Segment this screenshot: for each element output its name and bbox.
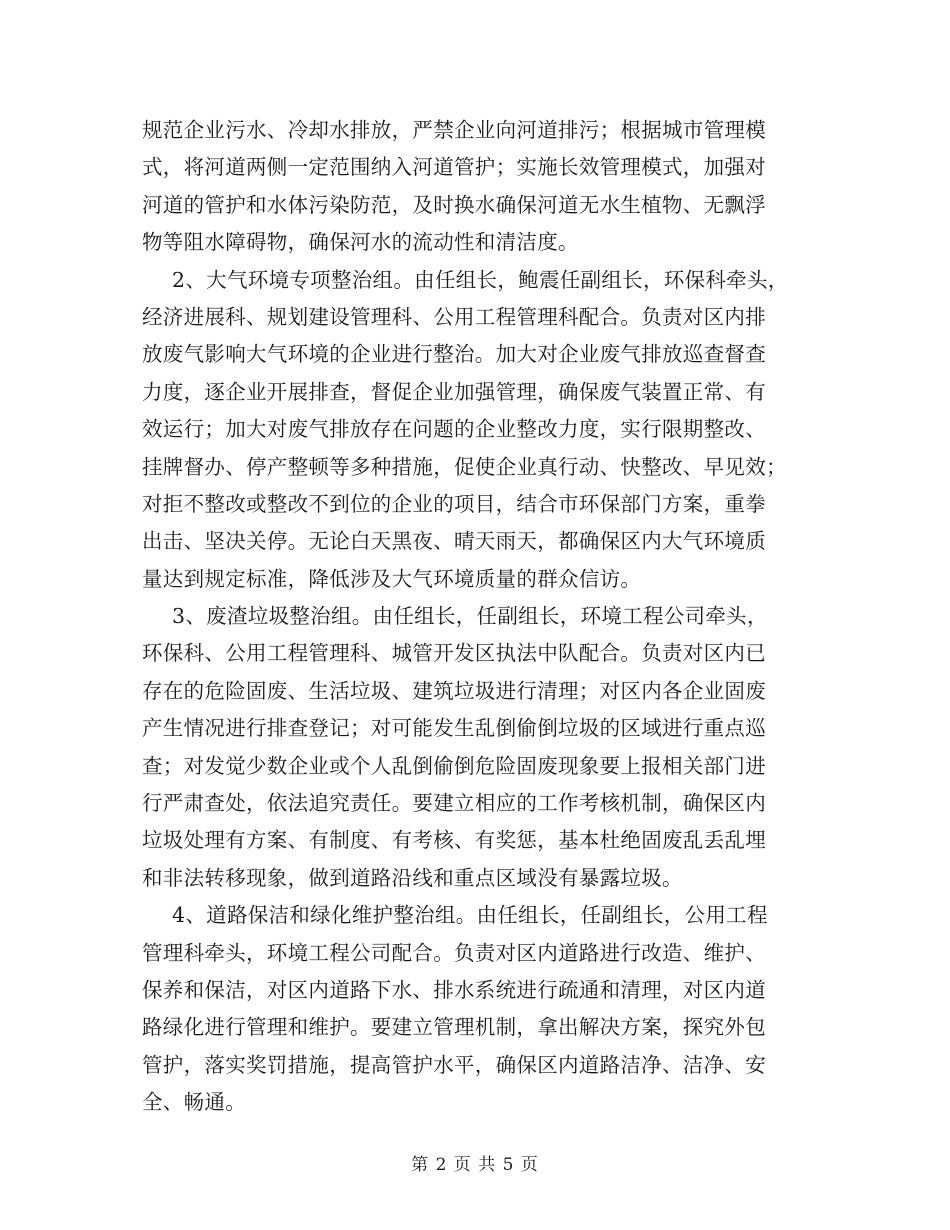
text-line: 放废气影响大气环境的企业进行整治。加大对企业废气排放巡查督查 [142,342,766,367]
section-heading-line: 3、废渣垃圾整治组。由任组长，任副组长，环境工程公司牵头， [172,604,768,629]
text-line: 存在的危险固废、生活垃圾、建筑垃圾进行清理；对区内各企业固废 [142,678,766,703]
text-line: 查；对发觉少数企业或个人乱倒偷倒危险固废现象要上报相关部门进 [142,753,766,778]
page-number-footer: 第 2 页 共 5 页 [411,1155,539,1175]
text-line: 式，将河道两侧一定范围纳入河道管护；实施长效管理模式，加强对 [142,155,766,180]
text-line: 物等阻水障碍物，确保河水的流动性和清洁度。 [142,230,579,255]
section-heading-line: 4、道路保洁和绿化维护整治组。由任组长，任副组长，公用工程 [172,903,768,928]
text-line: 管护，落实奖罚措施，提高管护水平，确保区内道路洁净、洁净、安 [142,1052,766,1077]
text-line: 挂牌督办、停产整顿等多种措施，促使企业真行动、快整改、早见效； [142,454,787,479]
text-line: 出击、坚决关停。无论白天黑夜、晴天雨天，都确保区内大气环境质 [142,529,766,554]
text-line: 管理科牵头，环境工程公司配合。负责对区内道路进行改造、维护、 [142,940,766,965]
text-line: 力度，逐企业开展排查，督促企业加强管理，确保废气装置正常、有 [142,379,766,404]
text-line: 全、畅通。 [142,1090,246,1115]
body-text [142,112,822,1122]
text-line: 环保科、公用工程管理科、城管开发区执法中队配合。负责对区内已 [142,641,766,666]
text-line: 河道的管护和水体污染防范，及时换水确保河道无水生植物、无飘浮 [142,192,766,217]
text-line: 规范企业污水、冷却水排放，严禁企业向河道排污；根据城市管理模 [142,118,766,142]
text-line: 保养和保洁，对区内道路下水、排水系统进行疏通和清理，对区内道 [142,977,766,1002]
text-line: 行严肃查处，依法追究责任。要建立相应的工作考核机制，确保区内 [142,791,766,816]
text-line: 垃圾处理有方案、有制度、有考核、有奖惩，基本杜绝固废乱丢乱埋 [142,828,766,853]
text-line: 路绿化进行管理和维护。要建立管理机制，拿出解决方案，探究外包 [142,1015,766,1040]
text-line: 产生情况进行排查登记；对可能发生乱倒偷倒垃圾的区域进行重点巡 [142,716,766,741]
text-line: 效运行；加大对废气排放存在问题的企业整改力度，实行限期整改、 [142,417,766,442]
text-line: 和非法转移现象，做到道路沿线和重点区域没有暴露垃圾。 [142,865,683,890]
text-line: 对拒不整改或整改不到位的企业的项目，结合市环保部门方案，重拳 [142,491,766,516]
section-heading-line: 2、大气环境专项整治组。由任组长，鲍震任副组长，环保科牵头， [172,267,789,292]
text-line: 量达到规定标准，降低涉及大气环境质量的群众信访。 [142,566,642,591]
text-line: 经济进展科、规划建设管理科、公用工程管理科配合。负责对区内排 [142,304,766,329]
